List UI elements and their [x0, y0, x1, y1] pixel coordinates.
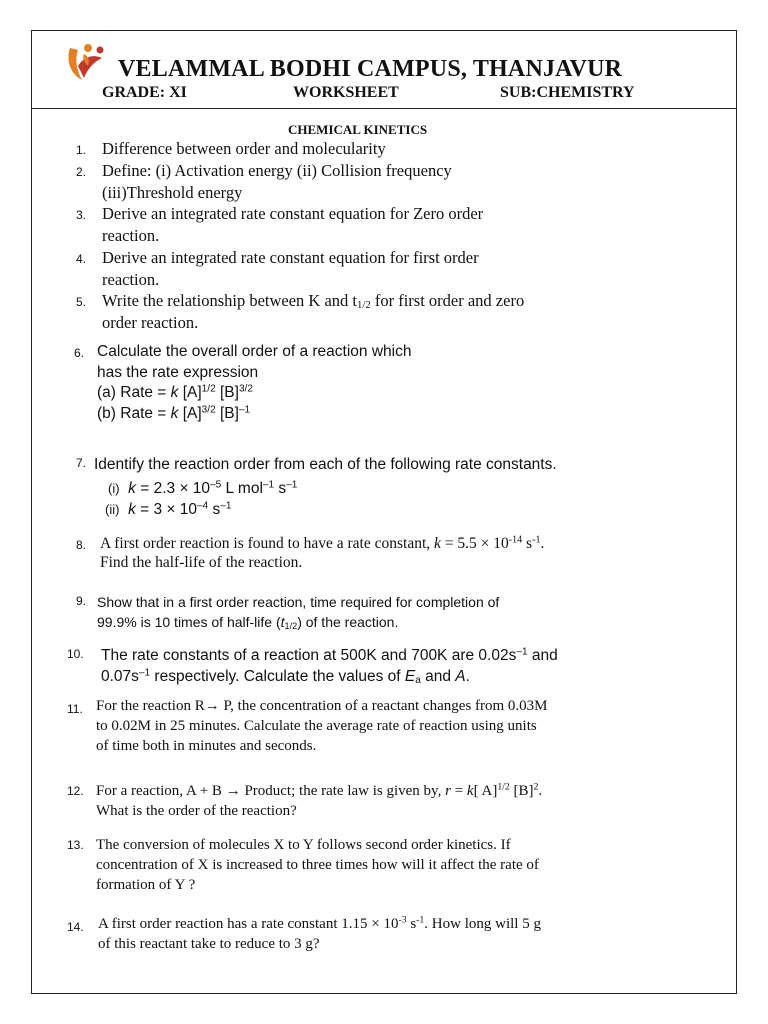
question-7-part-ii: (ii) $k = 3 \times 10^{-4}$ $s^{-1}$ [105, 500, 232, 518]
worksheet-label: WORKSHEET [293, 84, 399, 101]
question-number: 14. [67, 920, 84, 934]
worksheet-title: CHEMICAL KINETICS [288, 122, 428, 137]
question-14: A first order reaction has a rate constant $1.15 \times 10^{-3}$ $s^{-1}$. How long will 5 g of this reactant take to reduce to 3 g? [98, 914, 541, 952]
question-4: Derive an integrated rate constant equation for first order reaction. [102, 248, 479, 289]
question-number: 12. [67, 784, 84, 798]
question-number: 10. [67, 647, 84, 661]
question-number: 4. [76, 252, 87, 266]
question-number: 8. [76, 538, 87, 552]
question-number: 1. [76, 143, 87, 157]
question-5: Write the relationship between K and $t_{1/2}$ for first order and zero order reaction. [102, 291, 525, 332]
question-number: 13. [67, 838, 84, 852]
question-7: Identify the reaction order from each of the following rate constants. [94, 456, 557, 473]
question-12: For a reaction, A + B → Product; the rate law is given by, r = k[ A]$^{1/2}$ $[B]^2$. What is the order of the reaction? [96, 781, 543, 819]
question-number: 3. [76, 208, 87, 222]
question-number: 9. [76, 594, 87, 608]
subject-label: SUB:CHEMISTRY [500, 84, 635, 101]
question-number: 6. [74, 346, 85, 360]
question-6: Calculate the overall order of a reaction which has the rate expression (a) Rate = k $[A]^{1/2}$ $[B]^{3/2}$ (b) Rate = k $[A]^{3/2}$ $[B]^{-1}$ [97, 343, 412, 422]
header-divider [31, 108, 737, 109]
question-9: Show that in a first order reaction, time required for completion of 99.9% is 10 times of half-life $(t_{1/2})$ of the reaction. [97, 594, 500, 631]
question-number: 11. [67, 702, 83, 716]
question-8: A first order reaction is found to have a rate constant, $k = 5.5 \times 10^{-14}$ $s^{-1}$. Find the half-life of the reaction. [100, 534, 545, 571]
question-1: Difference between order and molecularity [102, 139, 386, 158]
question-11: For the reaction R→ P, the concentration of a reactant changes from 0.03M to 0.02M in 25 minutes. Calculate the average rate of reaction using units of time both in minutes and seconds. [96, 698, 548, 754]
school-logo-icon [64, 40, 110, 86]
question-number: 2. [76, 165, 87, 179]
grade-label: GRADE: XI [102, 84, 187, 101]
question-number: 7. [76, 456, 87, 470]
question-2: Define: (i) Activation energy (ii) Collision frequency (iii)Threshold energy [102, 161, 452, 202]
question-13: The conversion of molecules X to Y follows second order kinetics. If concentration of X is increased to three times how will it affect the rate of formation of Y ? [96, 837, 539, 893]
question-number: 5. [76, 295, 87, 309]
question-10: The rate constants of a reaction at 500K and 700K are $0.02s^{-1}$ and $0.07s^{-1}$ respectively. Calculate the values of $E_a$ and A. [101, 646, 558, 686]
question-7-part-i: (i) $k = 2.3 \times 10^{-5}$ L mol$^{-1}$ $s^{-1}$ [108, 479, 298, 497]
question-3: Derive an integrated rate constant equation for Zero order reaction. [102, 204, 484, 245]
school-name: VELAMMAL BODHI CAMPUS, THANJAVUR [118, 56, 623, 82]
